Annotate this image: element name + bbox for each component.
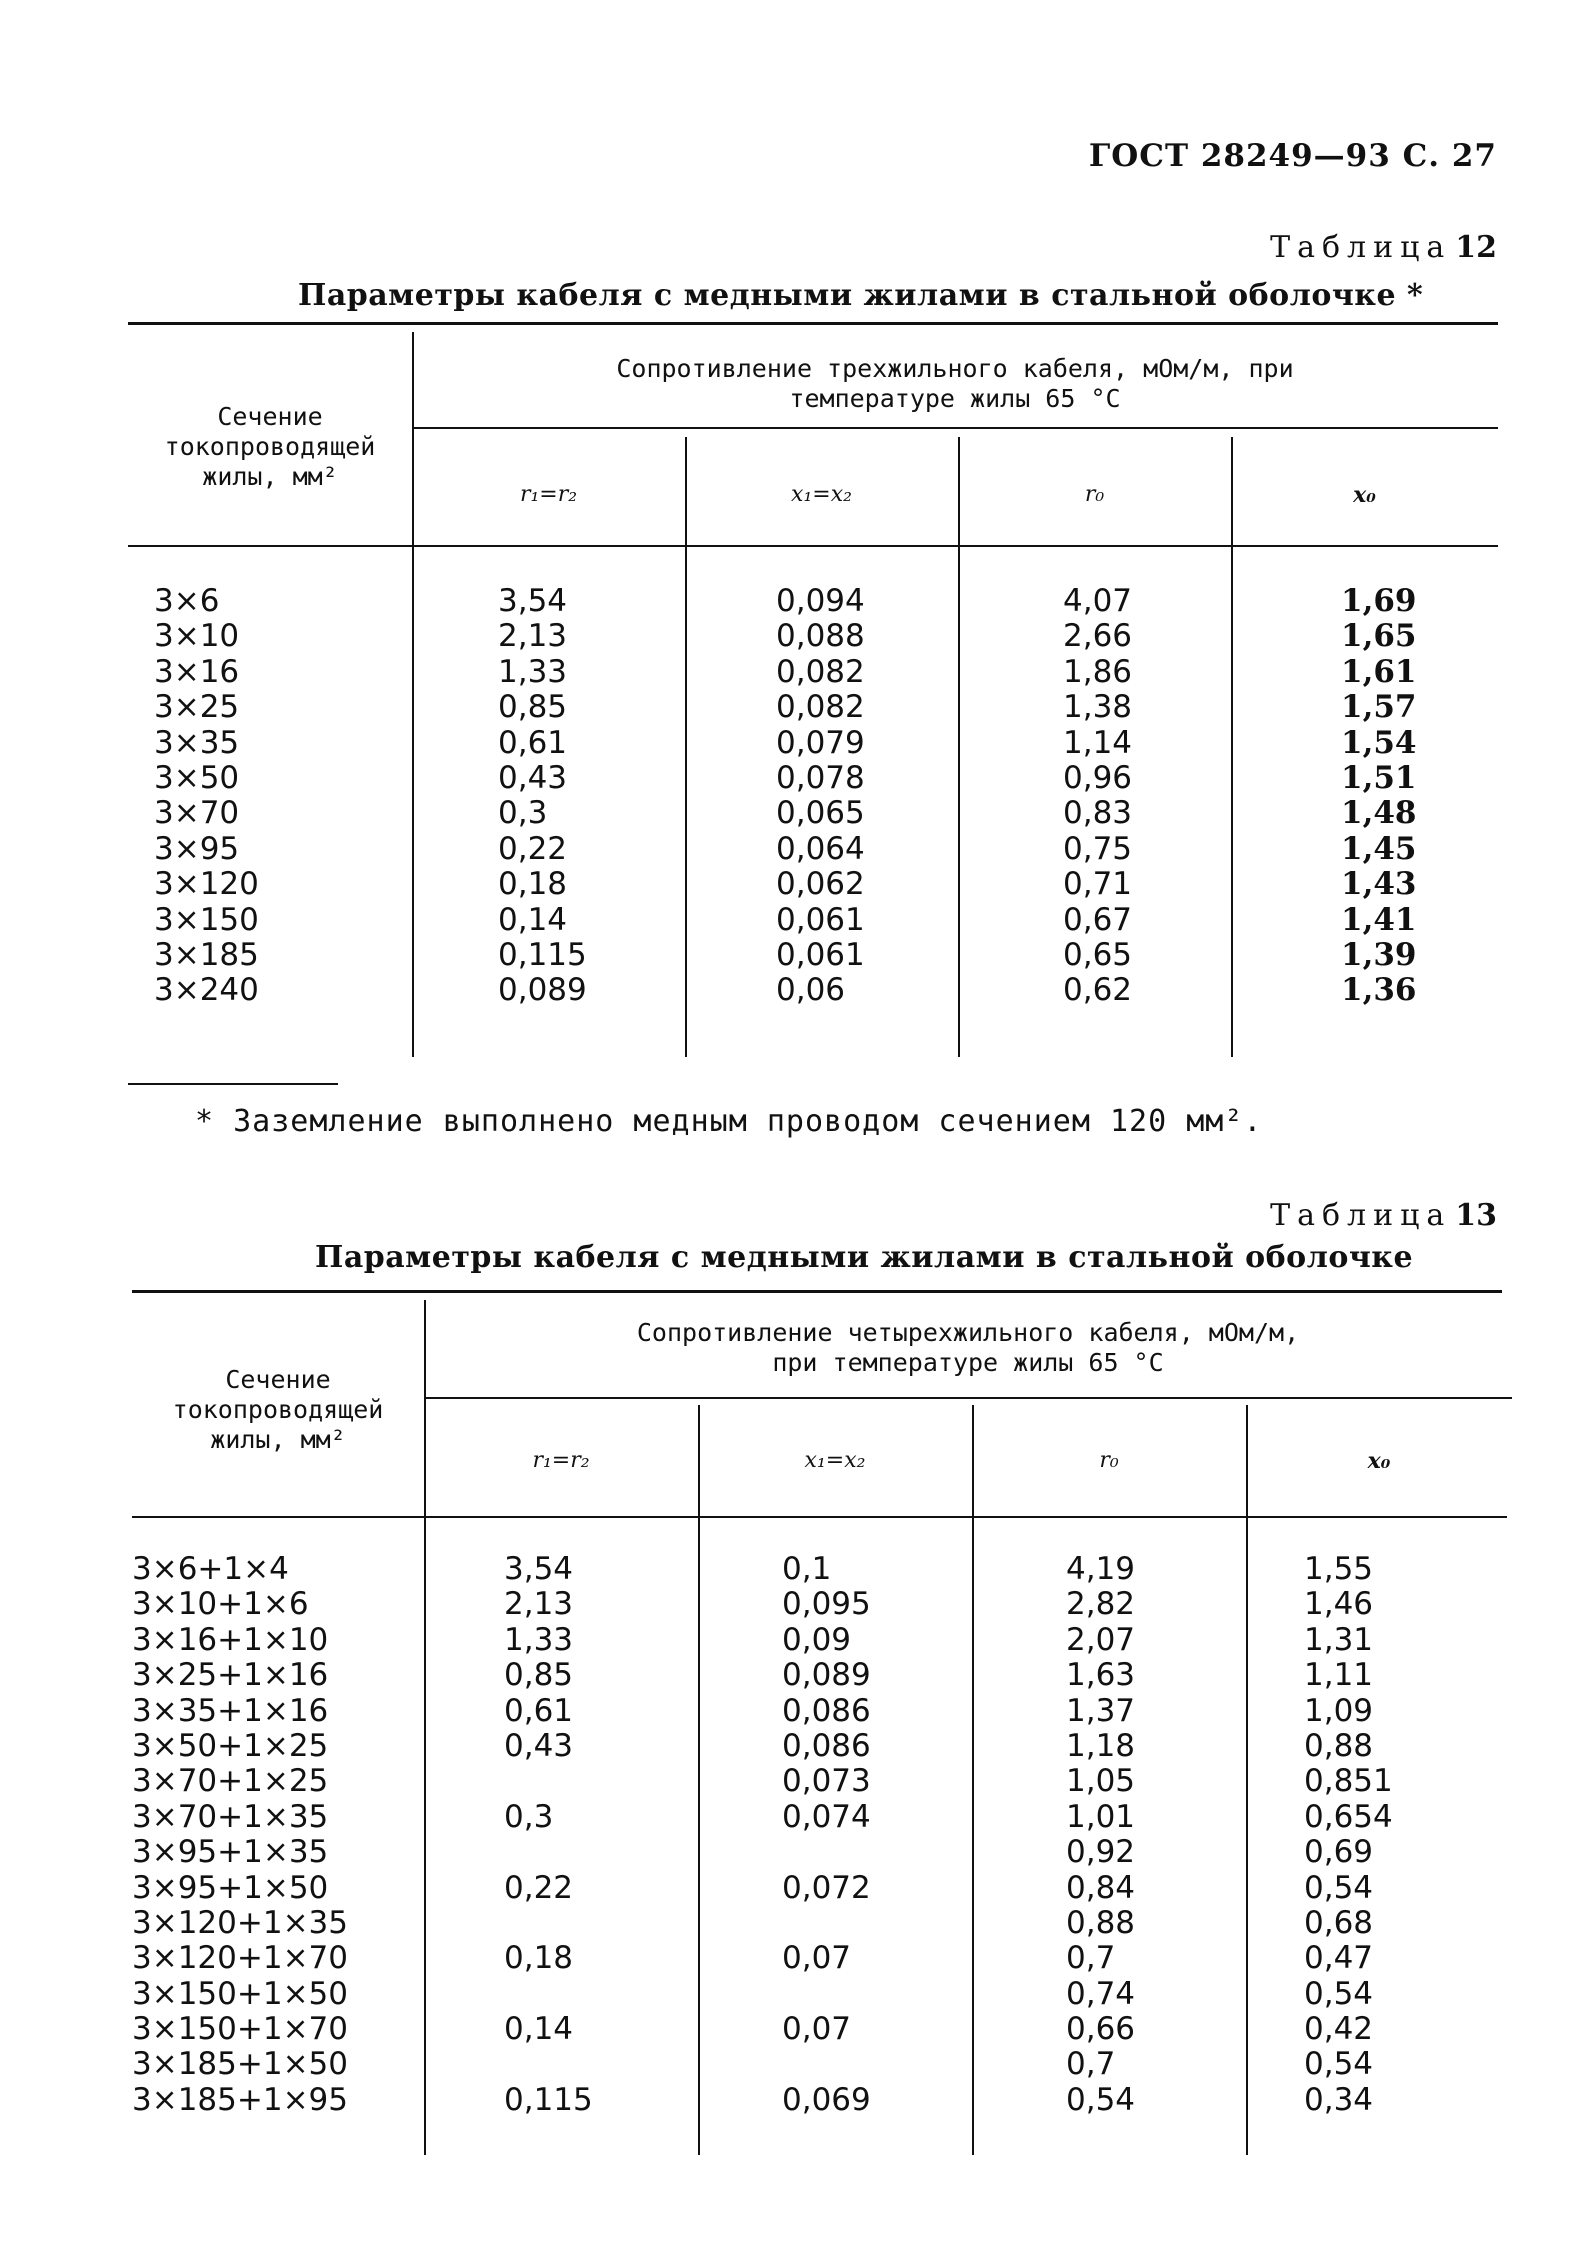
table-cell: 3×16: [154, 653, 240, 690]
table-13-header-rule: [132, 1516, 1507, 1518]
table-12-sections-column: [154, 584, 259, 1009]
table-13-label-number: 13: [1455, 1198, 1497, 1233]
table-cell: 0,07: [782, 2011, 852, 2048]
table-cell: 3×35+1×16: [132, 1692, 329, 1729]
table-cell: 1,33: [498, 653, 568, 690]
table-12-group-rule: [412, 427, 1498, 429]
table-cell: 1,55: [1304, 1551, 1374, 1587]
table-cell: 0,65: [1063, 936, 1133, 973]
table-cell: 0,082: [776, 689, 865, 726]
table-cell: 0,082: [776, 653, 865, 690]
table-cell: 0,68: [1304, 1904, 1374, 1941]
table-13-r0-column: [1066, 1552, 1135, 2118]
table-cell: 3×70+1×35: [132, 1798, 329, 1835]
table-12-label-number: 12: [1455, 230, 1497, 265]
table-13-x1-header: x₁=x₂: [804, 1448, 866, 1473]
table-cell: [504, 1764, 593, 1799]
header-line: токопроводящей: [164, 432, 376, 461]
table-cell: 0,064: [776, 830, 865, 867]
table-13-group-header: [424, 1318, 1512, 1378]
table-cell: 0,3: [498, 795, 548, 832]
table-cell: [504, 1906, 593, 1941]
table-12-col-divider-3: [958, 437, 960, 1057]
table-cell: 0,42: [1304, 2011, 1374, 2048]
table-cell: 1,31: [1304, 1621, 1374, 1658]
table-cell: 0,06: [776, 972, 846, 1009]
table-cell: [504, 2047, 593, 2082]
table-cell: 0,69: [1304, 1834, 1374, 1871]
table-cell: 3×185+1×95: [132, 2081, 348, 2118]
table-13-col-divider-4: [1246, 1405, 1248, 2155]
table-cell: 3×150+1×50: [132, 1975, 348, 2012]
table-cell: 0,22: [498, 830, 568, 867]
table-cell: 3×95: [154, 830, 240, 867]
table-cell: 3×16+1×10: [132, 1621, 329, 1658]
table-13-r1-header: r₁=r₂: [532, 1448, 590, 1473]
table-12-r1-column: [498, 584, 587, 1009]
table-cell: 1,01: [1066, 1798, 1136, 1835]
table-cell: 3×25+1×16: [132, 1657, 329, 1694]
table-cell: 0,22: [504, 1869, 574, 1906]
table-cell: 0,654: [1304, 1798, 1393, 1835]
table-13-x0-header: x₀: [1367, 1448, 1391, 1474]
table-cell: 3×10+1×6: [132, 1586, 309, 1623]
table-cell: 3×185: [154, 936, 259, 973]
table-13-label-word: Таблица: [1270, 1198, 1452, 1233]
table-cell: 0,54: [1304, 1869, 1374, 1906]
table-cell: [782, 1977, 871, 2012]
table-12-section-header: [128, 402, 412, 492]
table-13-r1-column: [504, 1552, 593, 2118]
table-12-label: [1270, 230, 1497, 265]
table-cell: 3×70: [154, 795, 240, 832]
footnote: * Заземление выполнено медным проводом сечением 120 мм².: [195, 1104, 1263, 1139]
table-13-group-rule: [424, 1397, 1512, 1399]
table-cell: 0,089: [498, 972, 587, 1009]
header-line: токопроводящей: [172, 1395, 384, 1424]
table-13-col-divider-3: [972, 1405, 974, 2155]
table-cell: 0,115: [498, 936, 587, 973]
table-cell: 0,34: [1304, 2081, 1374, 2118]
table-cell: [782, 1906, 871, 1941]
table-cell: 0,069: [782, 2081, 871, 2118]
header-line: Сечение: [217, 402, 323, 431]
table-cell: 3,54: [498, 583, 568, 619]
table-cell: 0,14: [498, 901, 568, 938]
table-cell: 0,84: [1066, 1869, 1136, 1906]
table-cell: 0,061: [776, 901, 865, 938]
table-cell: 3×120+1×35: [132, 1904, 348, 1941]
header-line: Сечение: [225, 1365, 331, 1394]
header-line: жилы, мм²: [210, 1425, 346, 1454]
table-cell: 0,85: [504, 1657, 574, 1694]
table-cell: 0,07: [782, 1940, 852, 1977]
table-cell: 0,7: [1066, 1940, 1116, 1977]
table-cell: [782, 1835, 871, 1870]
table-cell: 2,13: [498, 618, 568, 655]
table-cell: 3×25: [154, 689, 240, 726]
table-cell: 3×50+1×25: [132, 1727, 329, 1764]
table-12: [128, 322, 1498, 1062]
table-cell: 0,115: [504, 2081, 593, 2118]
table-cell: 1,38: [1063, 689, 1133, 726]
table-13: [132, 1290, 1512, 2160]
table-cell: 0,71: [1063, 866, 1133, 903]
table-cell: 3×150+1×70: [132, 2011, 348, 2048]
table-cell: 1,37: [1066, 1692, 1136, 1729]
table-cell: 1,18: [1066, 1727, 1136, 1764]
table-cell: 1,33: [504, 1621, 574, 1658]
table-cell: 0,061: [776, 936, 865, 973]
table-cell: 0,43: [498, 759, 568, 796]
table-13-x0-column: [1304, 1552, 1393, 2118]
table-cell: 0,67: [1063, 901, 1133, 938]
header-line: при температуре жилы 65 °С: [772, 1348, 1164, 1377]
table-13-title: Параметры кабеля с медными жилами в стальной оболочке: [315, 1240, 1414, 1275]
table-12-x0-header: x₀: [1353, 482, 1376, 508]
table-12-x0-column: [1341, 584, 1417, 1009]
table-cell: 1,63: [1066, 1657, 1136, 1694]
page-header: ГОСТ 28249—93 С. 27: [1088, 138, 1497, 174]
table-cell: 0,089: [782, 1657, 871, 1694]
table-12-x1-header: x₁=x₂: [791, 482, 852, 507]
table-cell: 0,074: [782, 1798, 871, 1835]
table-cell: 0,086: [782, 1727, 871, 1764]
table-cell: 2,13: [504, 1586, 574, 1623]
table-cell: 1,69: [1341, 583, 1417, 619]
table-cell: 0,088: [776, 618, 865, 655]
table-cell: 1,61: [1341, 653, 1417, 690]
table-cell: 3×120+1×70: [132, 1940, 348, 1977]
table-cell: 0,88: [1066, 1904, 1136, 1941]
table-cell: 1,09: [1304, 1692, 1374, 1729]
table-12-group-header: [412, 354, 1498, 414]
header-line: Сопротивление четырехжильного кабеля, мОм/м,: [636, 1318, 1300, 1347]
table-cell: 0,1: [782, 1551, 832, 1587]
table-12-header-rule: [128, 545, 1498, 547]
table-cell: 0,61: [498, 724, 568, 761]
table-cell: 0,078: [776, 759, 865, 796]
table-cell: 1,54: [1341, 724, 1417, 761]
header-line: Сопротивление трехжильного кабеля, мОм/м, при: [616, 354, 1294, 383]
table-cell: 1,11: [1304, 1657, 1374, 1694]
table-cell: 1,65: [1341, 618, 1417, 655]
table-13-section-header: [132, 1365, 424, 1455]
table-cell: 4,19: [1066, 1551, 1136, 1587]
table-cell: 3,54: [504, 1551, 574, 1587]
table-cell: 0,54: [1304, 2046, 1374, 2083]
table-13-sections-column: [132, 1552, 348, 2118]
footnote-rule: [128, 1083, 338, 1085]
table-cell: 0,09: [782, 1621, 852, 1658]
table-cell: 0,094: [776, 583, 865, 619]
table-cell: 0,18: [498, 866, 568, 903]
table-cell: 0,43: [504, 1727, 574, 1764]
table-12-label-word: Таблица: [1270, 230, 1452, 265]
table-13-top-rule: [132, 1290, 1502, 1293]
table-12-r1-header: r₁=r₂: [519, 482, 578, 507]
table-12-x1-column: [776, 584, 865, 1009]
table-cell: 2,82: [1066, 1586, 1136, 1623]
table-12-title: Параметры кабеля с медными жилами в стальной оболочке *: [298, 278, 1424, 313]
table-cell: 0,85: [498, 689, 568, 726]
table-cell: 1,14: [1063, 724, 1133, 761]
table-cell: 0,83: [1063, 795, 1133, 832]
table-cell: 3×70+1×25: [132, 1763, 329, 1800]
table-12-top-rule: [128, 322, 1498, 325]
table-cell: 0,3: [504, 1798, 554, 1835]
table-cell: 3×185+1×50: [132, 2046, 348, 2083]
table-12-col-divider-2: [685, 437, 687, 1057]
table-cell: 0,065: [776, 795, 865, 832]
table-cell: 3×240: [154, 972, 259, 1009]
table-cell: 1,36: [1341, 972, 1417, 1009]
table-cell: 0,62: [1063, 972, 1133, 1009]
header-line: жилы, мм²: [202, 462, 338, 491]
table-12-col-divider-1: [412, 332, 414, 1057]
table-cell: 3×50: [154, 759, 240, 796]
table-cell: [504, 1835, 593, 1870]
table-cell: 3×95+1×35: [132, 1834, 329, 1871]
table-cell: 0,96: [1063, 759, 1133, 796]
table-13-col-divider-1: [424, 1300, 426, 2155]
table-cell: 0,079: [776, 724, 865, 761]
table-cell: 1,05: [1066, 1763, 1136, 1800]
table-cell: 1,86: [1063, 653, 1133, 690]
table-13-col-divider-2: [698, 1405, 700, 2155]
table-cell: 1,51: [1341, 759, 1417, 796]
table-cell: 0,88: [1304, 1727, 1374, 1764]
table-cell: 0,062: [776, 866, 865, 903]
table-cell: 0,14: [504, 2011, 574, 2048]
table-cell: 0,7: [1066, 2046, 1116, 2083]
table-cell: 3×150: [154, 901, 259, 938]
table-cell: 0,851: [1304, 1763, 1393, 1800]
table-13-x1-column: [782, 1552, 871, 2118]
table-cell: [504, 1977, 593, 2012]
table-13-label: [1270, 1198, 1497, 1233]
table-cell: 0,073: [782, 1763, 871, 1800]
table-12-r0-header: r₀: [1084, 482, 1105, 507]
table-cell: 1,41: [1341, 901, 1417, 938]
table-12-col-divider-4: [1231, 437, 1233, 1057]
table-cell: 3×95+1×50: [132, 1869, 329, 1906]
table-cell: 4,07: [1063, 583, 1133, 619]
table-cell: 1,39: [1341, 936, 1417, 973]
table-cell: 1,46: [1304, 1586, 1374, 1623]
table-cell: 0,095: [782, 1586, 871, 1623]
table-cell: 0,072: [782, 1869, 871, 1906]
table-cell: 1,43: [1341, 866, 1417, 903]
table-13-r0-header: r₀: [1099, 1448, 1119, 1473]
table-cell: 0,74: [1066, 1975, 1136, 2012]
table-cell: 2,66: [1063, 618, 1133, 655]
table-cell: 0,54: [1304, 1975, 1374, 2012]
table-cell: 1,57: [1341, 689, 1417, 726]
table-cell: 2,07: [1066, 1621, 1136, 1658]
header-line: температуре жилы 65 °С: [789, 384, 1121, 413]
table-cell: 1,45: [1341, 830, 1417, 867]
table-cell: 3×6: [154, 583, 220, 619]
table-cell: 0,47: [1304, 1940, 1374, 1977]
table-cell: 3×6+1×4: [132, 1551, 289, 1587]
table-cell: 0,18: [504, 1940, 574, 1977]
table-12-r0-column: [1063, 584, 1132, 1009]
table-cell: 3×10: [154, 618, 240, 655]
table-cell: 3×35: [154, 724, 240, 761]
table-cell: 0,92: [1066, 1834, 1136, 1871]
table-cell: 0,61: [504, 1692, 574, 1729]
table-cell: 0,66: [1066, 2011, 1136, 2048]
table-cell: [782, 2047, 871, 2082]
table-cell: 0,54: [1066, 2081, 1136, 2118]
table-cell: 0,086: [782, 1692, 871, 1729]
table-cell: 1,48: [1341, 795, 1417, 832]
table-cell: 3×120: [154, 866, 259, 903]
table-cell: 0,75: [1063, 830, 1133, 867]
